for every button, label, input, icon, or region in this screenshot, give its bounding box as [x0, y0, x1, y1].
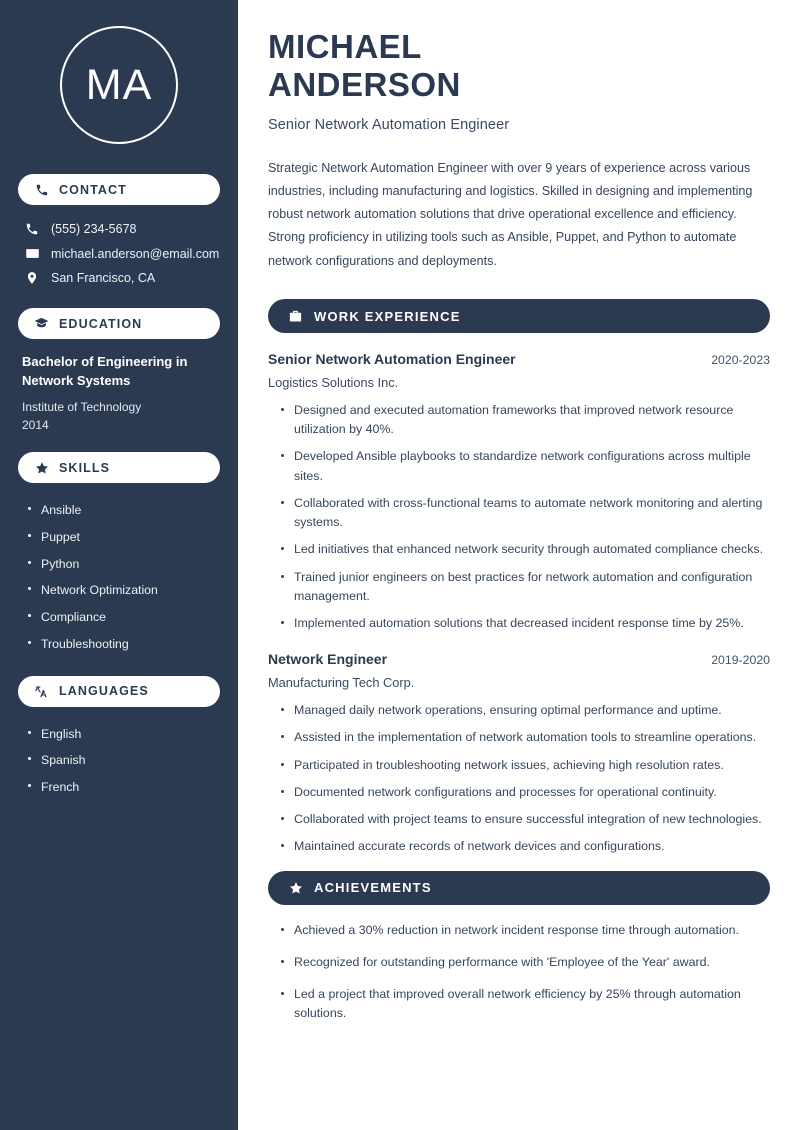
list-item: Ansible: [28, 497, 220, 524]
contact-value-location: San Francisco, CA: [51, 271, 156, 285]
job-bullets: [268, 701, 770, 856]
list-item: Network Optimization: [28, 577, 220, 604]
achievements-list: [268, 921, 770, 1024]
page-title: [268, 28, 770, 105]
education-year: 2014: [22, 418, 49, 433]
section-header-achievements: [268, 871, 770, 905]
list-item: Collaborated with cross-functional teams to automate network monitoring and alerting systems.: [281, 494, 770, 532]
job-bullets: [268, 401, 770, 633]
phone-icon: [34, 182, 49, 197]
list-item: Puppet: [28, 524, 220, 551]
sidebar-section-header-skills: [18, 452, 220, 483]
job-role-subtitle: Senior Network Automation Engineer: [268, 116, 510, 133]
job-entry: [268, 651, 770, 856]
sidebar-section-header-contact: [18, 174, 220, 205]
first-name: MICHAEL: [268, 28, 422, 65]
list-item: Assisted in the implementation of network automation tools to streamline operations.: [281, 728, 770, 747]
sidebar-section-label: EDUCATION: [59, 316, 143, 331]
list-item: French: [28, 774, 220, 801]
contact-value-phone: (555) 234-5678: [51, 222, 137, 236]
list-item: Implemented automation solutions that decreased incident response time by 25%.: [281, 614, 770, 633]
education-entry: [18, 351, 220, 434]
sidebar-section-label: CONTACT: [59, 182, 127, 197]
sidebar: [0, 0, 238, 1130]
list-item: Managed daily network operations, ensuring optimal performance and uptime.: [281, 701, 770, 720]
professional-summary: Strategic Network Automation Engineer with over 9 years of experience across various industries, including manufacturing and logistics. Skilled in designing and implementing robust network automation solutions that drive operational excellence and efficiency. Strong proficiency in utilizing tools such as Ansible, Puppet, and Python to automate network configurations and deployments.: [268, 160, 753, 268]
job-title: Senior Network Automation Engineer: [268, 351, 516, 368]
avatar-container: [18, 0, 220, 170]
job-company: Logistics Solutions Inc.: [268, 375, 399, 391]
list-item: Recognized for outstanding performance with 'Employee of the Year' award.: [281, 953, 770, 972]
avatar: MA: [60, 26, 178, 144]
contact-item-location[interactable]: [18, 266, 220, 290]
sidebar-section-header-education: [18, 308, 220, 339]
skills-list: [18, 495, 220, 658]
location-pin-icon: [24, 271, 40, 285]
list-item: Documented network configurations and processes for operational continuity.: [281, 783, 770, 802]
education-degree: Bachelor of Engineering in Network Systems: [22, 354, 188, 388]
main-content: [238, 0, 800, 1130]
job-entry: [268, 351, 770, 633]
contact-item-email[interactable]: [18, 241, 220, 266]
translate-icon: [34, 684, 49, 699]
job-dates: 2020-2023: [711, 353, 770, 368]
languages-list: [18, 719, 220, 801]
sidebar-section-label: SKILLS: [59, 460, 111, 475]
job-header: [268, 651, 770, 667]
list-item: Troubleshooting: [28, 631, 220, 658]
contact-item-phone[interactable]: [18, 217, 220, 241]
section-title: WORK EXPERIENCE: [314, 308, 461, 324]
education-school: Institute of Technology: [22, 399, 142, 414]
star-icon: [34, 460, 49, 475]
job-title: Network Engineer: [268, 651, 388, 668]
spacer: [18, 290, 220, 304]
list-item: Maintained accurate records of network devices and configurations.: [281, 837, 770, 856]
list-item: Trained junior engineers on best practices for network automation and configuration management.: [281, 568, 770, 606]
sidebar-section-label: LANGUAGES: [59, 684, 149, 699]
envelope-icon: [24, 246, 40, 261]
section-title: ACHIEVEMENTS: [314, 880, 432, 896]
briefcase-icon: [288, 309, 303, 324]
job-company: Manufacturing Tech Corp.: [268, 675, 415, 691]
list-item: English: [28, 721, 220, 748]
sidebar-section-header-languages: [18, 676, 220, 707]
list-item: Designed and executed automation frameworks that improved network resource utilization by 40%.: [281, 401, 770, 439]
section-header-work-experience: [268, 299, 770, 333]
job-dates: 2019-2020: [711, 653, 770, 668]
spacer: [18, 434, 220, 448]
list-item: Collaborated with project teams to ensure successful integration of new technologies.: [281, 810, 770, 829]
list-item: Python: [28, 551, 220, 578]
last-name: ANDERSON: [268, 66, 461, 104]
list-item: Led a project that improved overall network efficiency by 25% through automation solutions.: [281, 985, 770, 1023]
star-icon: [288, 880, 303, 895]
phone-icon: [24, 222, 40, 236]
list-item: Compliance: [28, 604, 220, 631]
list-item: Developed Ansible playbooks to standardize network configurations across multiple sites.: [281, 447, 770, 485]
list-item: Participated in troubleshooting network issues, achieving high resolution rates.: [281, 756, 770, 775]
graduation-cap-icon: [34, 316, 49, 331]
list-item: Led initiatives that enhanced network security through automated compliance checks.: [281, 540, 770, 559]
list-item: Spanish: [28, 747, 220, 774]
spacer: [18, 658, 220, 672]
list-item: Achieved a 30% reduction in network incident response time through automation.: [281, 921, 770, 940]
contact-value-email: michael.anderson@email.com: [51, 246, 220, 261]
job-header: [268, 351, 770, 367]
